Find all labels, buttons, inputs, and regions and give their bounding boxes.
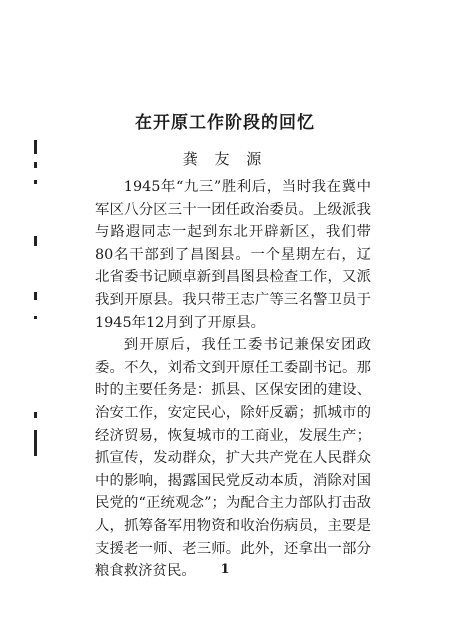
paragraph: 到开原后，我任工委书记兼保安团政委。不久，刘希文到开原任工委副书记。那时的主要任务是：抓县、区保安团的建设、治安工作，安定民心，除奸反霸；抓城市的经济贸易，恢复城市的工商业，发展生产；抓宣传，发动群众，扩大共产党在人民群众中的影响，揭露国民党反动本质，消除对国民党的“正统观念”；为配合主力部队打击敌人，抓筹备军用物资和收治伤病员，主要是支援老一师、老三师。此外，还拿出一部分粮食救济贫民。 (95, 337, 371, 580)
binding-marks (34, 140, 42, 460)
author-name: 龚 友 源 (182, 150, 268, 168)
page-number: 1 (220, 562, 230, 577)
article-title: 在开原工作阶段的回忆 (135, 113, 315, 133)
paragraph: 1945年“九三”胜利后，当时我在冀中军区八分区三十一团任政治委员。上级派我与路遐同志一起到东北开辟新区，我们带80名干部到了昌图县。一个星期左右，辽北省委书记顾卓新到昌图县检查工作，又派我到开原县。我只带王志广等三名警卫员于1945年12月到了开原县。 (95, 179, 371, 331)
article-body (95, 176, 371, 583)
